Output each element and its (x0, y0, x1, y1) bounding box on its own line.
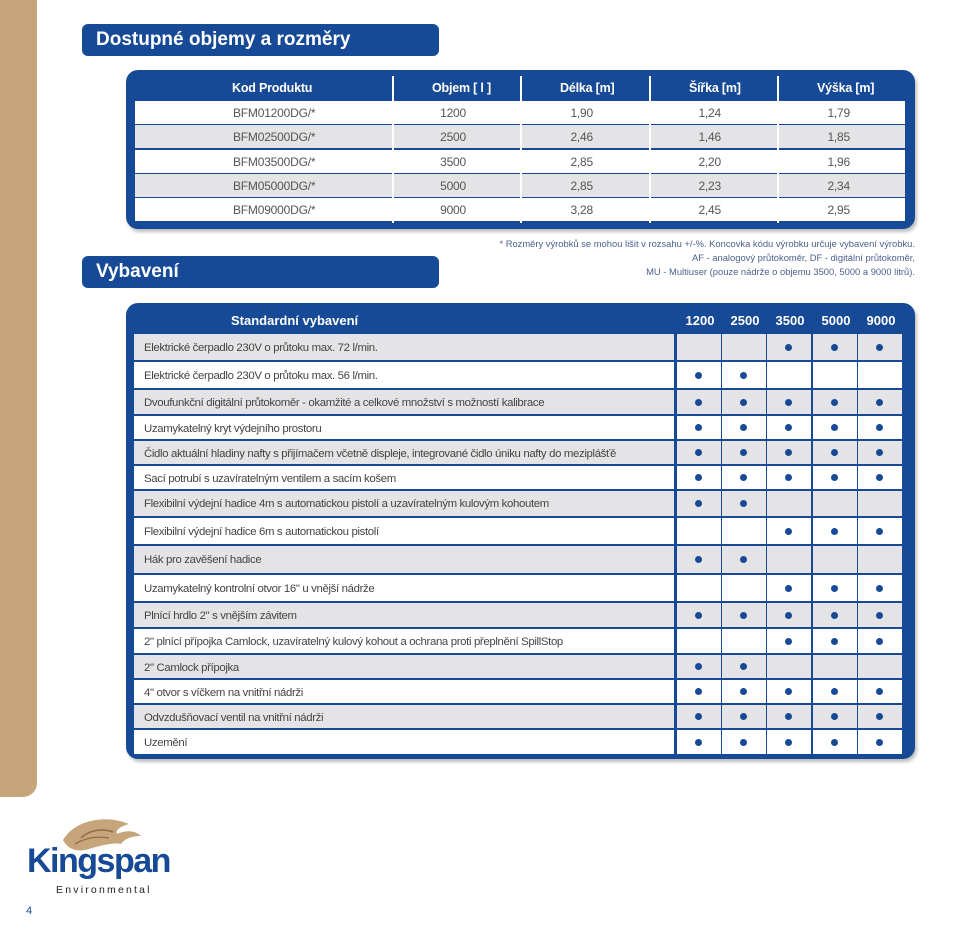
table-cell: 1,90 (570, 106, 593, 120)
table-cell: 2500 (440, 130, 466, 145)
included-dot-icon (831, 713, 838, 720)
brand-wordmark: Kingspan (27, 842, 170, 880)
equipment-row-label: Uzamykatelný kontrolní otvor 16" u vnější nádrže (134, 575, 674, 601)
table-cell: 1,46 (698, 130, 721, 145)
included-dot-icon (740, 424, 747, 431)
included-dot-icon (740, 713, 747, 720)
included-dot-icon (831, 528, 838, 535)
equipment-cell (677, 655, 721, 678)
included-dot-icon (876, 739, 883, 746)
equipment-cell (722, 680, 766, 703)
equipment-row-label: Odvzdušňovací ventil na vnitřní nádrži (134, 705, 674, 728)
equipment-row-label: Sací potrubí s uzavíratelným ventilem a sacím košem (134, 466, 674, 489)
equipment-cell (767, 466, 811, 489)
equipment-cell (677, 629, 721, 653)
equipment-cell (813, 730, 857, 754)
equipment-cell (813, 603, 857, 627)
included-dot-icon (876, 344, 883, 351)
equipment-cell (677, 390, 721, 414)
equipment-cell (722, 705, 766, 728)
equipment-row-label: Flexibilní výdejní hadice 6m s automatickou pistolí (134, 518, 674, 544)
equipment-cell (813, 441, 857, 464)
heading-equipment: Vybavení (82, 256, 439, 288)
equipment-cell (767, 441, 811, 464)
header-volume: Objem [ l ] (432, 81, 491, 95)
heading-volumes: Dostupné objemy a rozměry (82, 24, 439, 56)
equipment-row-label: 2" Camlock přípojka (134, 655, 674, 678)
equipment-cell (767, 518, 811, 544)
table-cell: BFM09000DG/* (233, 203, 316, 218)
equipment-cell (677, 680, 721, 703)
equipment-cell (813, 655, 857, 678)
equipment-cell (858, 390, 902, 414)
equipment-cell (813, 546, 857, 573)
header-length: Délka [m] (560, 81, 615, 95)
equipment-cell (858, 705, 902, 728)
included-dot-icon (695, 713, 702, 720)
column-divider (649, 76, 651, 223)
note-line: AF - analogový průtokoměr, DF - digitální průtokoměr, (691, 252, 915, 263)
included-dot-icon (740, 399, 747, 406)
equipment-cell (858, 518, 902, 544)
equipment-cell (722, 491, 766, 516)
included-dot-icon (831, 688, 838, 695)
equipment-cell (813, 680, 857, 703)
note-line: * Rozměry výrobků se mohou lišit v rozsahu +/-%. Koncovka kódu výrobku určuje vybavení výrobku. (499, 238, 915, 249)
equipment-title: Standardní vybavení (231, 313, 359, 328)
column-divider (520, 76, 522, 223)
equipment-cell (858, 441, 902, 464)
included-dot-icon (785, 399, 792, 406)
header-product-code: Kod Produktu (232, 81, 313, 95)
equipment-cell (722, 416, 766, 439)
equipment-cell (722, 629, 766, 653)
equipment-cell (858, 491, 902, 516)
table-cell: 2,46 (570, 130, 593, 145)
note-line: MU - Multiuser (pouze nádrže o objemu 3500, 5000 a 9000 litrů). (646, 266, 915, 277)
header-width: Šířka [m] (689, 81, 741, 95)
equipment-cell (767, 730, 811, 754)
equipment-row-label: Dvoufunkční digitální průtokoměr - okamžité a celkové množství s možností kalibrace (134, 390, 674, 414)
included-dot-icon (695, 424, 702, 431)
equipment-cell (858, 730, 902, 754)
column-2500: 2500 (730, 313, 760, 328)
table-cell: 5000 (440, 178, 466, 193)
included-dot-icon (740, 500, 747, 507)
included-dot-icon (695, 688, 702, 695)
included-dot-icon (695, 739, 702, 746)
equipment-row-label: Uzamykatelný kryt výdejního prostoru (134, 416, 674, 439)
table-cell: 2,34 (827, 178, 850, 193)
table-cell: 2,85 (570, 178, 593, 193)
equipment-cell (677, 362, 721, 388)
equipment-cell (677, 546, 721, 573)
table-cell: 2,45 (698, 203, 721, 218)
table-cell: 2,23 (698, 178, 721, 193)
equipment-row-label: Hák pro zavěšení hadice (134, 546, 674, 573)
equipment-cell (677, 466, 721, 489)
included-dot-icon (695, 474, 702, 481)
included-dot-icon (831, 612, 838, 619)
equipment-cell (858, 629, 902, 653)
equipment-cell (858, 546, 902, 573)
equipment-cell (677, 441, 721, 464)
included-dot-icon (831, 739, 838, 746)
equipment-row-label: Čidlo aktuální hladiny nafty s přijímačem včetně displeje, integrované čidlo úniku nafty do meziplášťě (134, 441, 674, 464)
included-dot-icon (740, 474, 747, 481)
equipment-cell (767, 334, 811, 360)
included-dot-icon (740, 556, 747, 563)
table-cell: 9000 (440, 203, 466, 218)
included-dot-icon (785, 713, 792, 720)
included-dot-icon (785, 739, 792, 746)
table-cell: 1,85 (827, 130, 850, 145)
included-dot-icon (695, 372, 702, 379)
included-dot-icon (695, 500, 702, 507)
equipment-row-label: 2" plnící přípojka Camlock, uzavíratelný kulový kohout a ochrana proti přeplnění SpillStop (134, 629, 674, 653)
equipment-cell (813, 491, 857, 516)
included-dot-icon (876, 424, 883, 431)
column-3500: 3500 (775, 313, 805, 328)
included-dot-icon (785, 612, 792, 619)
included-dot-icon (740, 372, 747, 379)
equipment-cell (722, 575, 766, 601)
equipment-cell (722, 655, 766, 678)
included-dot-icon (785, 585, 792, 592)
included-dot-icon (695, 449, 702, 456)
equipment-cell (722, 546, 766, 573)
equipment-cell (858, 362, 902, 388)
equipment-row-label: 4" otvor s víčkem na vnitřní nádrži (134, 680, 674, 703)
equipment-cell (767, 362, 811, 388)
included-dot-icon (695, 612, 702, 619)
column-5000: 5000 (821, 313, 851, 328)
equipment-cell (722, 441, 766, 464)
equipment-row-label: Elektrické čerpadlo 230V o průtoku max. 56 l/min. (134, 362, 674, 388)
equipment-cell (722, 390, 766, 414)
equipment-row-label: Flexibilní výdejní hadice 4m s automatickou pistolí a uzavíratelným kulovým kohoutem (134, 491, 674, 516)
included-dot-icon (785, 528, 792, 535)
equipment-cell (858, 466, 902, 489)
included-dot-icon (695, 399, 702, 406)
included-dot-icon (876, 528, 883, 535)
included-dot-icon (740, 612, 747, 619)
equipment-cell (677, 518, 721, 544)
equipment-cell (767, 629, 811, 653)
included-dot-icon (876, 474, 883, 481)
included-dot-icon (740, 663, 747, 670)
included-dot-icon (785, 474, 792, 481)
equipment-cell (722, 362, 766, 388)
included-dot-icon (785, 638, 792, 645)
equipment-cell (677, 491, 721, 516)
equipment-cell (813, 334, 857, 360)
table-cell: 2,20 (698, 154, 721, 169)
included-dot-icon (740, 449, 747, 456)
column-1200: 1200 (685, 313, 715, 328)
equipment-cell (813, 416, 857, 439)
equipment-cell (767, 655, 811, 678)
equipment-cell (677, 334, 721, 360)
sidebar-strip (0, 0, 37, 797)
included-dot-icon (831, 424, 838, 431)
included-dot-icon (740, 739, 747, 746)
equipment-cell (813, 705, 857, 728)
table-cell: 1,79 (827, 106, 850, 120)
included-dot-icon (785, 344, 792, 351)
included-dot-icon (785, 449, 792, 456)
included-dot-icon (740, 688, 747, 695)
included-dot-icon (831, 399, 838, 406)
equipment-cell (858, 575, 902, 601)
table-cell: 1200 (440, 106, 466, 120)
equipment-cell (722, 334, 766, 360)
equipment-cell (722, 518, 766, 544)
equipment-cell (767, 705, 811, 728)
equipment-cell (858, 655, 902, 678)
equipment-cell (858, 680, 902, 703)
equipment-cell (722, 466, 766, 489)
equipment-cell (767, 390, 811, 414)
equipment-cell (813, 575, 857, 601)
included-dot-icon (831, 449, 838, 456)
equipment-cell (767, 680, 811, 703)
included-dot-icon (876, 638, 883, 645)
brand-subtitle: Environmental (56, 884, 152, 896)
equipment-row-label: Elektrické čerpadlo 230V o průtoku max. 72 l/min. (134, 334, 674, 360)
table-cell: 2,85 (570, 154, 593, 169)
equipment-cell (858, 416, 902, 439)
equipment-cell (677, 575, 721, 601)
table-cell: 3,28 (570, 203, 593, 218)
included-dot-icon (785, 688, 792, 695)
table-cell: 1,96 (827, 154, 850, 169)
included-dot-icon (831, 344, 838, 351)
equipment-cell (677, 416, 721, 439)
equipment-cell (767, 603, 811, 627)
included-dot-icon (695, 556, 702, 563)
header-height: Výška [m] (817, 81, 875, 95)
equipment-row-label: Uzemění (134, 730, 674, 754)
included-dot-icon (831, 638, 838, 645)
equipment-cell (858, 334, 902, 360)
equipment-cell (813, 390, 857, 414)
table-cell: 2,95 (827, 203, 850, 218)
equipment-cell (813, 362, 857, 388)
equipment-cell (767, 416, 811, 439)
included-dot-icon (695, 663, 702, 670)
equipment-cell (722, 603, 766, 627)
table-cell: BFM02500DG/* (233, 130, 316, 145)
included-dot-icon (876, 688, 883, 695)
equipment-cell (767, 546, 811, 573)
equipment-cell (677, 730, 721, 754)
page-number: 4 (26, 905, 33, 917)
table-cell: BFM03500DG/* (233, 154, 316, 169)
equipment-cell (677, 603, 721, 627)
specs-note (485, 237, 915, 279)
table-cell: 3500 (440, 154, 466, 169)
included-dot-icon (831, 585, 838, 592)
column-9000: 9000 (866, 313, 896, 328)
included-dot-icon (876, 612, 883, 619)
included-dot-icon (876, 399, 883, 406)
included-dot-icon (785, 424, 792, 431)
equipment-cell (677, 705, 721, 728)
equipment-row-label: Plnící hrdlo 2" s vnějším závitem (134, 603, 674, 627)
included-dot-icon (876, 713, 883, 720)
equipment-cell (767, 491, 811, 516)
equipment-cell (722, 730, 766, 754)
equipment-cell (813, 466, 857, 489)
column-divider (392, 76, 394, 223)
included-dot-icon (876, 585, 883, 592)
equipment-cell (767, 575, 811, 601)
included-dot-icon (831, 474, 838, 481)
equipment-cell (813, 629, 857, 653)
table-cell: BFM01200DG/* (233, 106, 316, 120)
table-cell: 1,24 (698, 106, 721, 120)
equipment-cell (858, 603, 902, 627)
included-dot-icon (876, 449, 883, 456)
equipment-cell (813, 518, 857, 544)
column-divider (777, 76, 779, 223)
table-cell: BFM05000DG/* (233, 178, 316, 193)
